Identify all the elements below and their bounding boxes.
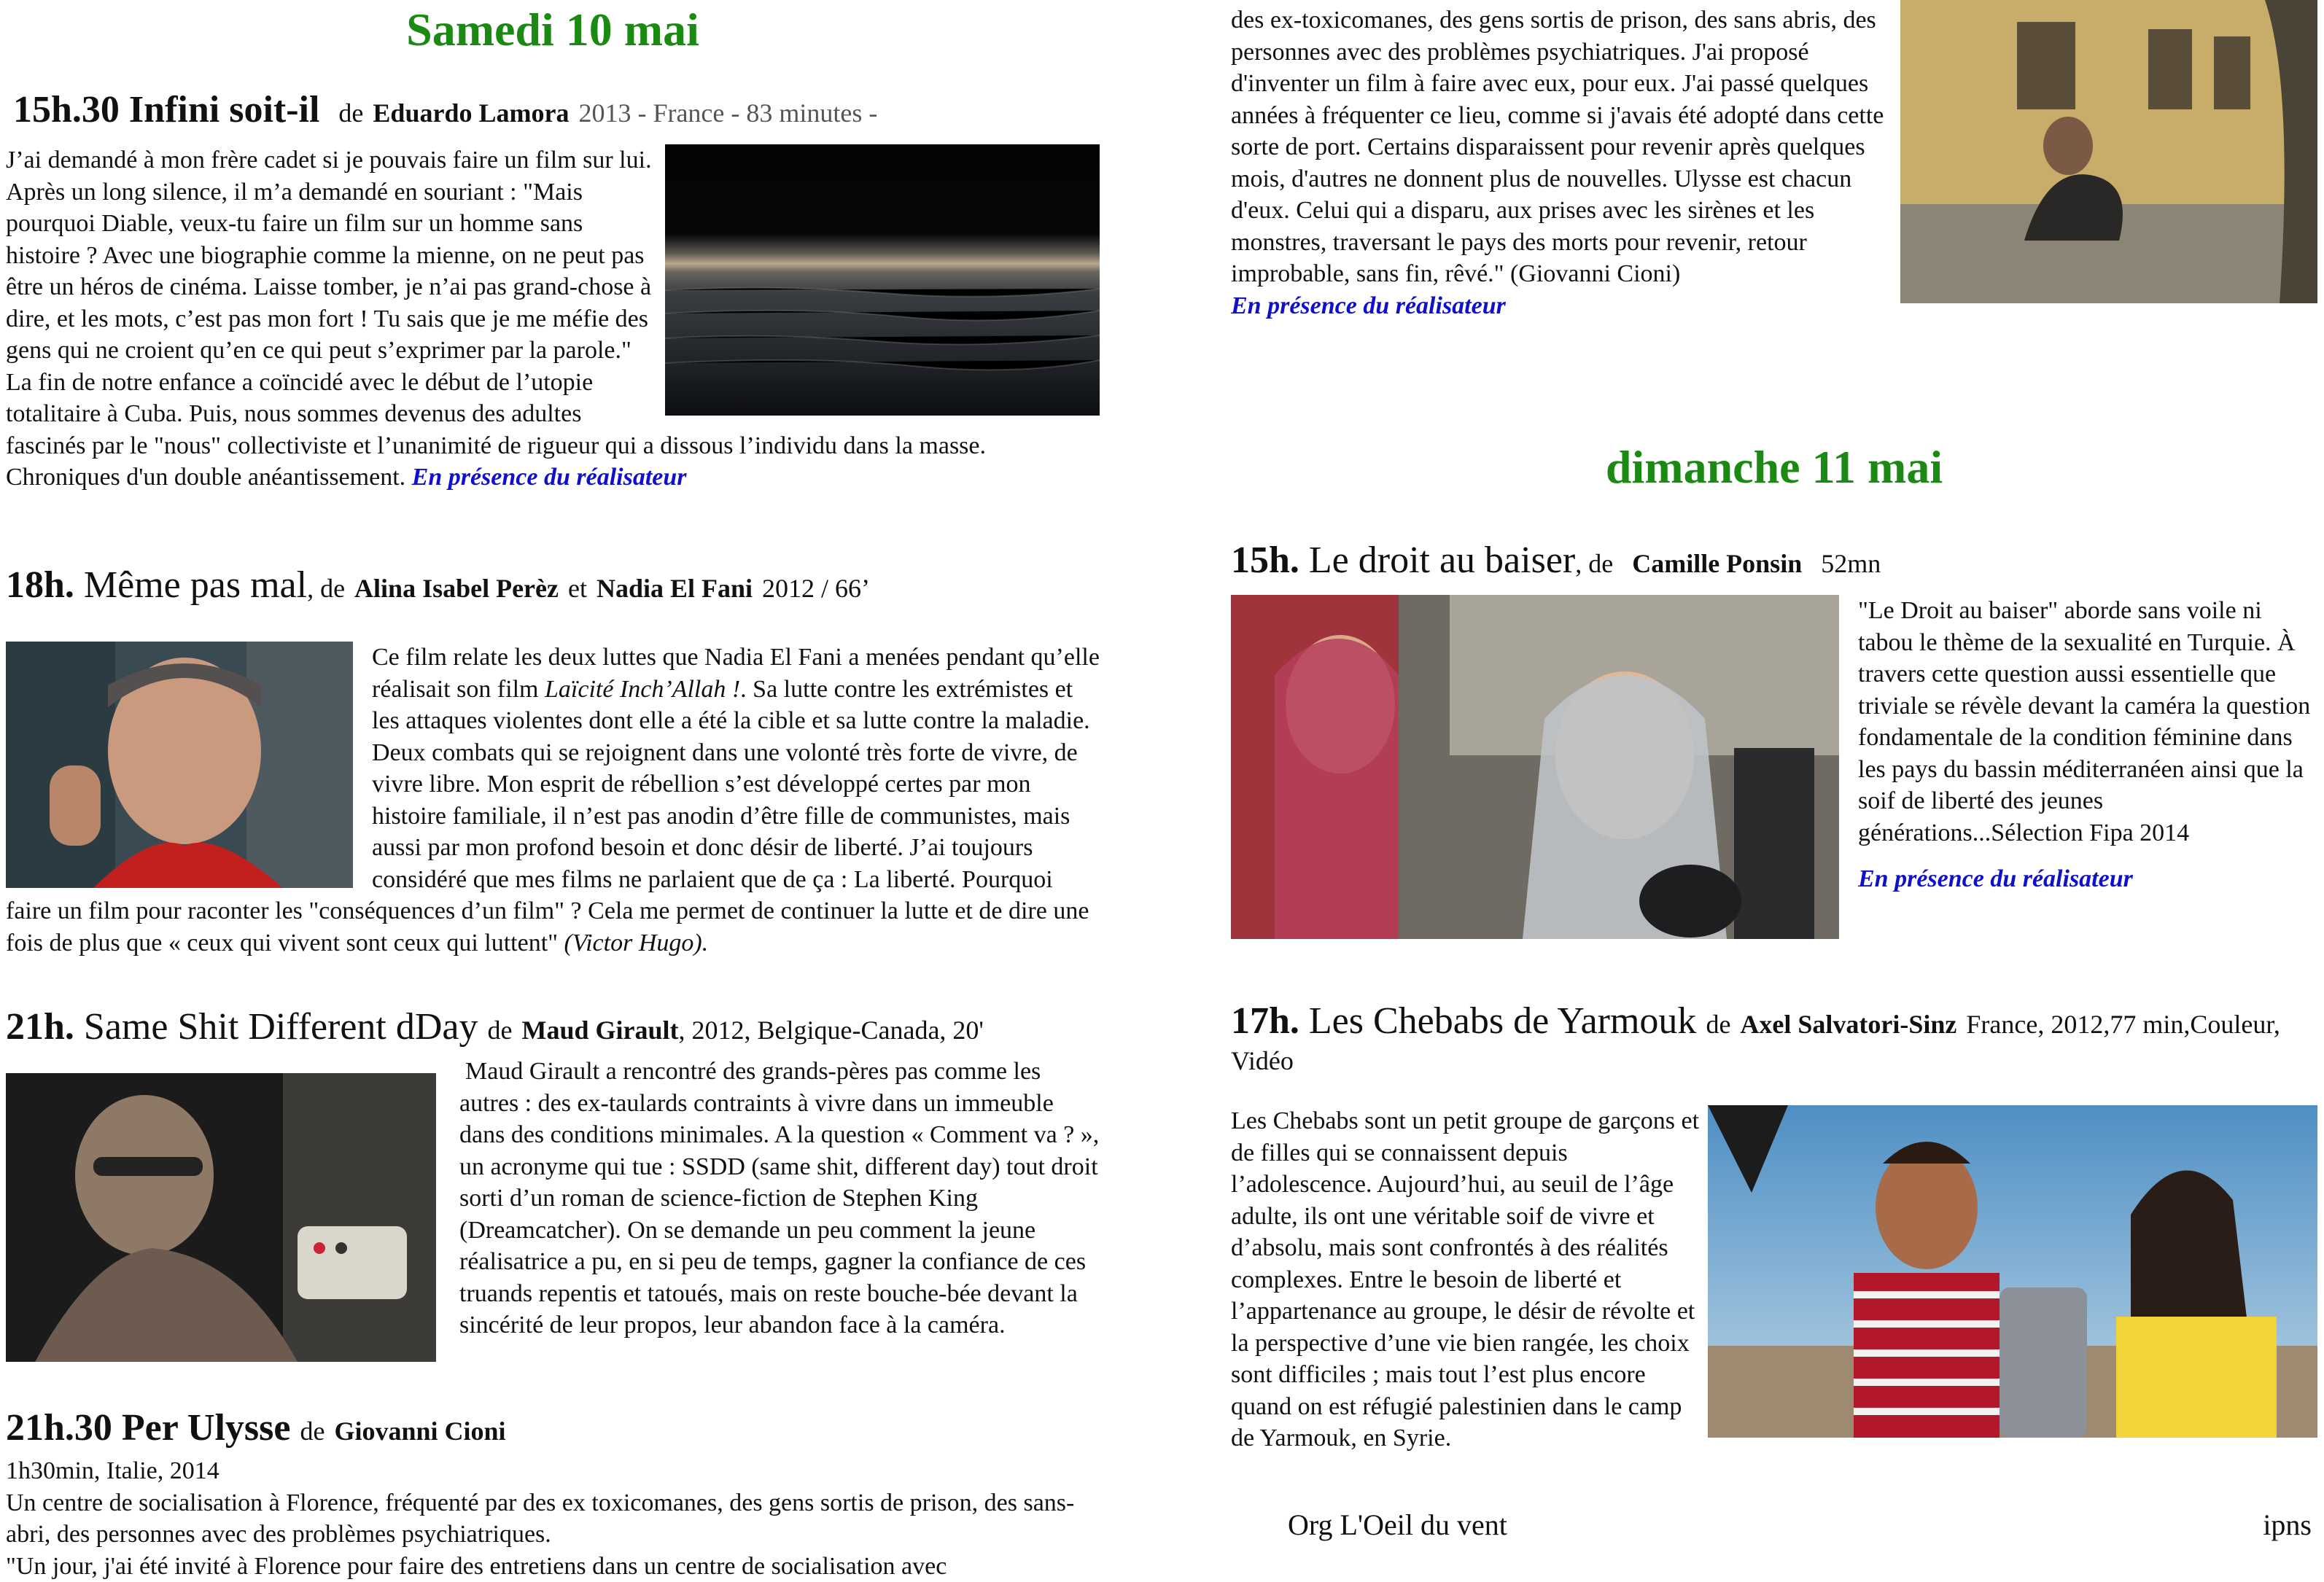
film-heading-ulysse [6,1406,506,1451]
film-meta: 1h30min, Italie, 2014 [6,1455,1100,1487]
presence-note: En présence du réalisateur [1231,292,1506,319]
film-block-chebabs [1231,1105,2317,1454]
quote-author: (Victor Hugo). [564,930,709,956]
film-time: 21h. [6,1006,74,1048]
film-still-infini [665,144,1100,416]
day-heading-sunday: dimanche 11 mai [1231,440,2317,494]
film-still-droit [1231,595,1839,939]
film-time: 18h. [6,564,74,606]
film-block-meme [6,642,1100,959]
film-synopsis-rest: . Sa lutte contre les extrémistes et les attaques violentes dont elle a été la cible et sa lutte contre la maladie. Deux combats qui se rejoignent dans une volonté très forte de vivre, de vivre libre. Mon esprit de rébellion s’est développé certes par mon histoire familiale, il n’est pas anodin d’être fille de communistes, mais aussi par mon profond besoin et donc désir de liberté. J’ai toujours considéré que mes films ne parlaient que de ça : La liberté. Pourquoi faire un film pour raconter les "conséquences d’un film" ? Cela me permet de continuer la lutte et de dire une fois de plus que « ceux qui vivent sont ceux qui luttent" [6,676,1090,956]
sea-sunset-image [665,144,1100,416]
street-women-image [1231,595,1839,939]
film-still-chebabs [1708,1105,2317,1438]
film-synopsis: Un centre de socialisation à Florence, fréquenté par des ex toxicomanes, des gens sortis de prison, des sans-abri, des personnes avec des problèmes psychiatriques. [6,1487,1100,1551]
film-block-droit [1231,595,2317,942]
film-reference: Laïcité Inch’Allah ! [545,676,740,703]
film-heading-infini [13,87,877,133]
film-heading-same [6,1005,984,1050]
film-synopsis: "Le Droit au baiser" aborde sans voile ni tabou le thème de la sexualité en Turquie. À travers cette question aussi essentielle que triviale se révèle devant la caméra la question fondamentale de la condition féminine dans les pays du bassin méditerranéen ainsi que la soif de liberté des jeunes générations...Sélection Fipa 2014 [1231,595,2317,849]
presence-note: En présence du réalisateur [412,464,687,491]
film-director-1: Alina Isabel Perèz [354,574,559,603]
film-title: Même pas mal [84,564,307,606]
film-director: Eduardo Lamora [373,98,569,128]
film-still-meme [6,642,353,888]
film-synopsis: Les Chebabs sont un petit groupe de garçons et de filles qui se connaissent depuis l’adolescence. Aujourd’hui, au seuil de l’âge adulte, ils ont une véritable soif de vivre et d’absolu, mais sont confrontés à des réalités complexes. Entre le besoin de liberté et l’appartenance au groupe, le désir de révolte et la perspective d’une vie bien rangée, les choix sont difficiles ; mais tout l’est plus encore quand on est réfugié palestinien dans le camp de Yarmouk, en Syrie. [1231,1105,2317,1454]
by-label: de [1706,1010,1730,1039]
by-label: de [488,1016,513,1045]
film-title: Les Chebabs de Yarmouk [1309,1000,1697,1042]
film-heading-droit [1231,538,1881,583]
film-block-ulysse-cont [1231,4,2317,322]
portrait-woman-image [6,642,353,888]
film-quote-continued: des ex-toxicomanes, des gens sortis de prison, des sans abris, des personnes avec des problèmes psychiatriques. J'ai proposé d'inventer un film à faire avec eux, pour eux. J'ai passé quelques années à fréquenter ce lieu, comme si j'avais été adopté dans cette sorte de port. Certains disparaissent pour revenir après quelques mois, d'autres ne donnent plus de nouvelles. Ulysse est chacun d'eux. Celui qui a disparu, aux prises avec les sirènes et les monstres, traversant le pays des morts pour revenir, retour improbable, sans fin, rêvé." (Giovanni Cioni) [1231,7,1884,287]
by-label: , de [1575,549,1613,578]
film-title: Per Ulysse [122,1407,291,1449]
film-meta: 2012 / 66’ [762,574,870,603]
film-quote-start: "Un jour, j'ai été invité à Florence pour faire des entretiens dans un centre de socialisation avec [6,1551,1100,1582]
by-label: de [338,98,363,128]
film-synopsis-start: Ce film relate les deux luttes que Nadia El Fani a menées pendant qu’elle réalisait son film [372,644,1100,703]
film-director: Giovanni Cioni [334,1417,505,1446]
courtyard-man-image [1900,0,2317,303]
film-director: Axel Salvatori-Sinz [1740,1010,1956,1039]
film-time: 15h. [1231,539,1299,581]
film-title: Same Shit Different dDay [84,1006,478,1048]
film-heading-meme [6,563,870,608]
by-label: , de [307,574,345,603]
and-label: et [568,574,587,603]
left-column [6,0,1100,1570]
film-time: 17h. [1231,1000,1299,1042]
film-time: 21h.30 [6,1407,112,1449]
tattoo-man-image [6,1073,436,1362]
day-heading-saturday: Samedi 10 mai [6,3,1100,57]
presence-note: En présence du réalisateur [1858,865,2133,892]
film-synopsis: J’ai demandé à mon frère cadet si je pouvais faire un film sur lui. Après un long silence, il m’a demandé en souriant : "Mais pourquoi Diable, veux-tu faire un film sur un homme sans histoire ? Avec une biographie comme la mienne, on ne peut pas être un héros de cinéma. Laisse tomber, je n’ai pas grand-chose à dire, et les mots, c’est pas mon fort ! Tu sais que je me méfie des gens qui ne croient qu’en ce qui peut s’exprimer par la parole." La fin de notre enfance a coïncidé avec le début de l’utopie totalitaire à Cuba. Puis, nous sommes devenus des adultes fascinés par le "nous" collectiviste et l’unanimité de rigueur qui a dissous l’individu dans la masse. Chroniques d'un double anéantissement. [6,147,986,491]
film-title: Le droit au baiser [1309,539,1575,581]
film-meta: France, 2012,77 min,Couleur, Vidéo [1231,1010,2280,1075]
film-block-infini [6,144,1100,494]
film-heading-chebabs [1231,1005,2317,1078]
film-director-2: Nadia El Fani [596,574,753,603]
film-time: 15h.30 [13,89,120,130]
film-synopsis: Maud Girault a rencontré des grands-pères pas comme les autres : des ex-taulards contraints à vivre dans un immeuble dans des conditions minimales. A la question « Comment va ? », un acronyme qui tue : SSDD (same shit, different day) tout droit sorti d’un roman de science-fiction de Stephen King (Dreamcatcher). On se demande un peu comment la jeune réalisatrice a pu, en si peu de temps, gagner la confiance de ces truands repentis et tatoués, mais on reste bouche-bée devant la sincérité de leur propos, leur abandon face à la caméra. [6,1056,1100,1341]
film-meta: 52mn [1821,549,1881,578]
rooftop-youth-image [1708,1105,2317,1438]
film-director: Camille Ponsin [1632,549,1802,578]
film-still-ulysse [1900,0,2317,303]
organizer-label: Org L'Oeil du vent [1288,1508,1507,1542]
by-label: de [300,1417,324,1446]
film-director: Maud Girault [522,1016,679,1045]
film-title: Infini soit-il [129,89,320,130]
film-still-same [6,1073,436,1362]
film-meta: , 2012, Belgique-Canada, 20' [679,1016,984,1045]
right-column [1231,0,2317,1570]
film-meta: 2013 - France - 83 minutes - [578,98,877,128]
ipns-label: ipns [2263,1508,2312,1542]
film-block-same [6,1056,1100,1362]
film-block-ulysse [6,1455,1100,1582]
